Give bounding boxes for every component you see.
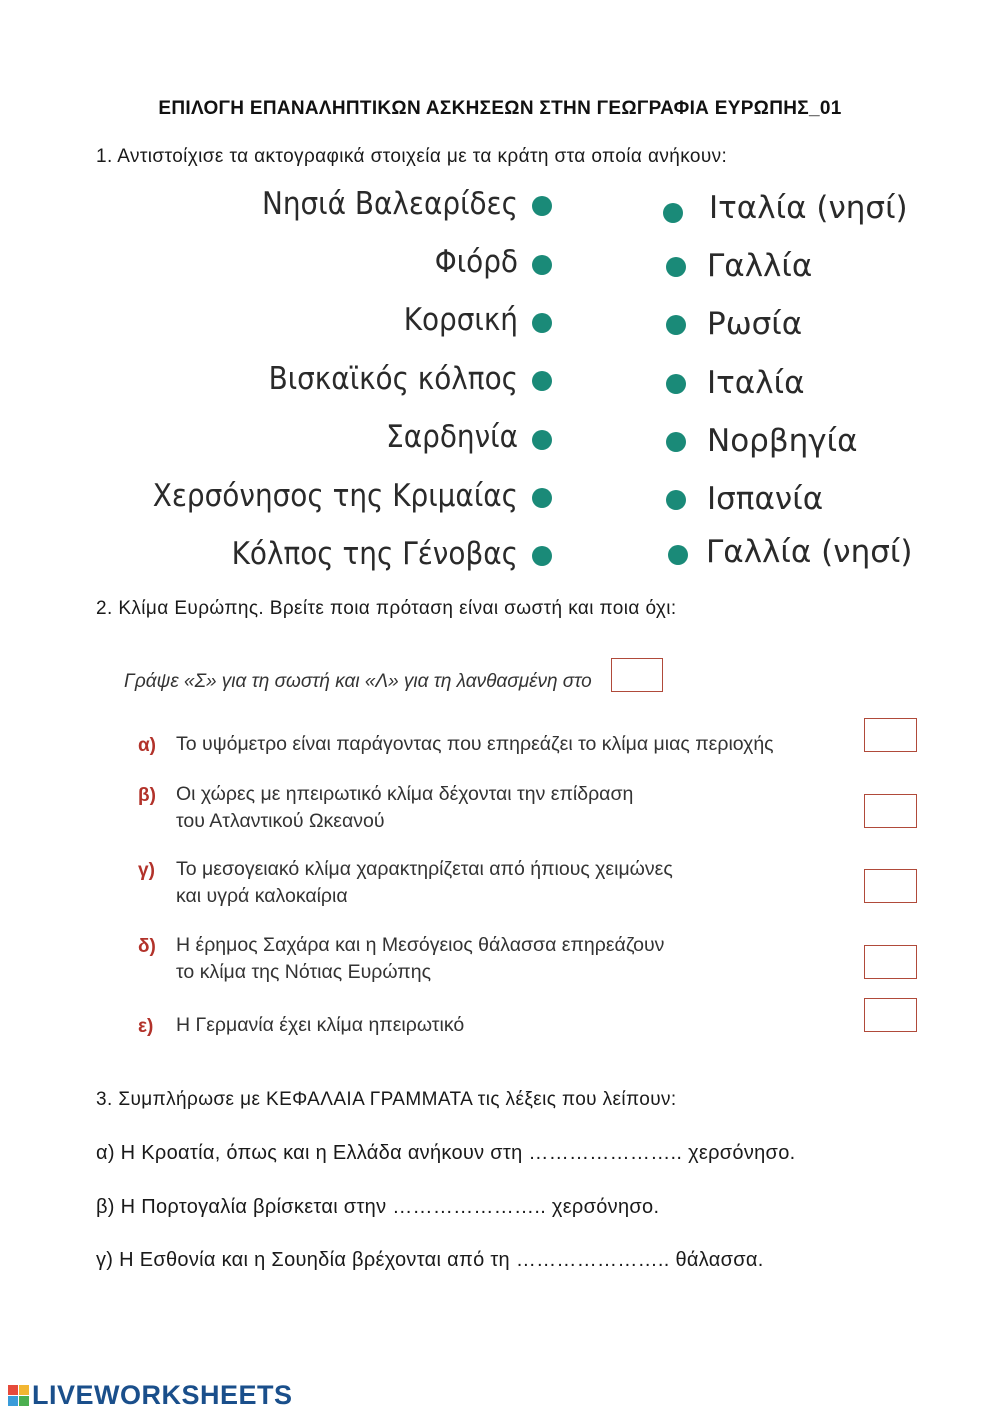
statement-line: Η Γερμανία έχει κλίμα ηπειρωτικό [176, 1014, 465, 1036]
q1-heading: 1. Αντιστοίχισε τα ακτογραφικά στοιχεία με τα κράτη στα οποία ανήκουν: [96, 146, 728, 167]
q3-heading: 3. Συμπλήρωσε με ΚΕΦΑΛΑΙΑ ΓΡΑΜΜΑΤΑ τις λέξεις που λείπουν: [96, 1089, 677, 1110]
answer-box-e[interactable] [864, 998, 917, 1032]
match-right-dot[interactable] [666, 490, 686, 510]
answer-box-a[interactable] [864, 718, 917, 752]
match-left-item: Νησιά Βαλεαρίδες [261, 186, 518, 222]
liveworksheets-logo-icon [8, 1385, 29, 1406]
match-left-item: Σαρδηνία [386, 419, 518, 455]
match-right-item: Ιταλία (νησί) [709, 190, 908, 226]
match-right-item: Ρωσία [707, 306, 803, 342]
statement-text [176, 932, 664, 986]
q2-instruction: Γράψε «Σ» για τη σωστή και «Λ» για τη λανθασμένη στο [124, 671, 592, 692]
statement-line: Το υψόμετρο είναι παράγοντας που επηρεάζει το κλίμα μιας περιοχής [176, 733, 774, 755]
statement-text [176, 781, 633, 835]
statement-letter: ε) [138, 1016, 154, 1037]
answer-box-b[interactable] [864, 794, 917, 828]
liveworksheets-logo[interactable] [8, 1380, 293, 1410]
statement-line: και υγρά καλοκαίρια [176, 885, 348, 907]
match-left-dot[interactable] [532, 255, 552, 275]
fill-in-line[interactable]: α) Η Κροατία, όπως και η Ελλάδα ανήκουν στη ………………….. χερσόνησο. [96, 1142, 796, 1164]
statement-letter: β) [138, 785, 156, 806]
logo-text: LIVEWORKSHEETS [32, 1379, 293, 1410]
answer-box-d[interactable] [864, 945, 917, 979]
match-right-item: Ιταλία [707, 365, 805, 401]
statement-text [176, 856, 673, 910]
match-right-item: Ισπανία [707, 481, 824, 517]
statement-line: Η έρημος Σαχάρα και η Μεσόγειος θάλασσα επηρεάζουν [176, 934, 665, 956]
match-left-dot[interactable] [532, 196, 552, 216]
match-left-item: Φιόρδ [434, 244, 518, 280]
statement-text [176, 731, 774, 758]
match-right-item: Γαλλία [707, 248, 813, 284]
statement-letter: δ) [138, 936, 156, 957]
match-left-dot[interactable] [532, 313, 552, 333]
match-right-item: Νορβηγία [707, 423, 858, 459]
match-left-item: Κόλπος της Γένοβας [231, 536, 518, 572]
fill-in-line[interactable]: β) Η Πορτογαλία βρίσκεται στην ………………….. χερσόνησο. [96, 1196, 660, 1218]
statement-letter: α) [138, 735, 157, 756]
match-right-dot[interactable] [666, 374, 686, 394]
answer-box-c[interactable] [864, 869, 917, 903]
match-right-item: Γαλλία (νησί) [706, 534, 913, 570]
match-left-item: Κορσική [403, 302, 518, 338]
match-left-item: Βισκαϊκός κόλπος [268, 361, 518, 397]
statement-letter: γ) [138, 860, 155, 881]
worksheet-title: ΕΠΙΛΟΓΗ ΕΠΑΝΑΛΗΠΤΙΚΩΝ ΑΣΚΗΣΕΩΝ ΣΤΗΝ ΓΕΩΓΡΑΦΙΑ ΕΥΡΩΠΗΣ_01 [158, 98, 842, 119]
match-right-dot[interactable] [666, 315, 686, 335]
statement-line: Το μεσογειακό κλίμα χαρακτηρίζεται από ήπιους χειμώνες [176, 858, 673, 880]
match-left-item: Χερσόνησος της Κριμαίας [152, 478, 518, 514]
fill-in-line[interactable]: γ) Η Εσθονία και η Σουηδία βρέχονται από τη ………………….. θάλασσα. [96, 1249, 764, 1271]
match-right-dot[interactable] [663, 203, 683, 223]
match-right-dot[interactable] [666, 257, 686, 277]
match-right-dot[interactable] [668, 545, 688, 565]
match-right-dot[interactable] [666, 432, 686, 452]
match-left-dot[interactable] [532, 371, 552, 391]
match-left-dot[interactable] [532, 488, 552, 508]
statement-line: το κλίμα της Νότιας Ευρώπης [176, 961, 431, 983]
statement-text [176, 1012, 464, 1039]
match-left-dot[interactable] [532, 546, 552, 566]
match-left-dot[interactable] [532, 430, 552, 450]
statement-line: του Ατλαντικού Ωκεανού [176, 810, 385, 832]
statement-line: Οι χώρες με ηπειρωτικό κλίμα δέχονται την επίδραση [176, 783, 634, 805]
example-answer-box [611, 658, 663, 692]
q2-heading: 2. Κλίμα Ευρώπης. Βρείτε ποια πρόταση είναι σωστή και ποια όχι: [96, 598, 677, 619]
